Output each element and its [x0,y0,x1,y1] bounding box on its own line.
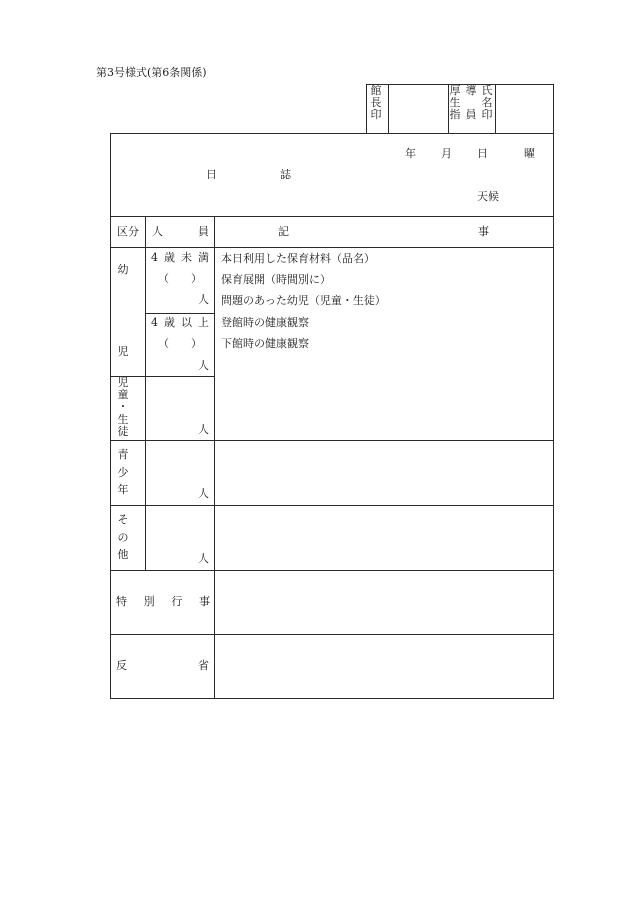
student-category-cell [110,376,146,441]
youth-category-cell [110,440,146,506]
label-char: 別 [143,595,155,608]
staff-seal-label-col-3 [481,85,493,121]
record-item-list [221,248,386,354]
label-char: 満 [198,251,209,264]
special-events-record-cell [214,570,554,635]
record-item-activities: 保育展開（時間別に） [221,273,331,287]
staff-seal-label-col-1 [449,85,461,121]
record-item-issues: 問題のあった幼児（児童・生徒） [221,294,386,308]
youth-category-label [117,449,129,496]
label-char: 歳 [164,251,175,264]
other-category-cell [110,505,146,571]
other-count-cell [145,505,215,571]
label-char: 人 [152,225,163,238]
director-seal-label-cell [366,84,389,134]
label-char: 事 [478,225,489,238]
record-heading [278,226,489,238]
label-char: 省 [198,659,209,672]
label-char: 生 [117,412,129,426]
label-char: 少 [117,465,129,479]
director-seal-label [370,85,382,121]
category-heading: 区分 [117,225,139,238]
label-char: 特 [116,595,127,608]
label-char: 員 [465,108,477,121]
label-char: 行 [171,595,183,608]
label-char: 員 [198,225,209,238]
label-char: 記 [278,225,289,238]
over4-unit: 人 [198,359,209,372]
reflection-label [116,660,209,672]
label-char: 上 [198,316,209,329]
label-char: 館 [370,84,382,97]
label-char: 生 [449,96,461,109]
infant-record-cell [214,247,554,441]
over4-label [151,317,209,329]
special-events-label [116,596,210,608]
label-char: 事 [198,595,210,608]
under4-paren: （ ） [158,272,202,285]
special-events-label-cell [110,570,215,635]
staff-seal-label-cell [448,84,496,134]
year-label: 年 [405,147,416,160]
infant-category-label [117,264,129,358]
label-char: 青 [117,448,129,461]
weather-label: 天候 [477,190,499,203]
label-char: 長 [370,96,382,109]
diary-title [206,169,291,181]
other-record-cell [214,505,554,571]
label-char: 以 [181,316,192,329]
reflection-label-cell [110,634,215,699]
label-char: 徒 [117,424,129,438]
label-char: 4 [151,316,158,329]
label-char: 誌 [280,168,291,181]
label-char: 指 [449,108,461,121]
record-item-departure-health: 下館時の健康観察 [221,336,309,350]
label-char: 4 [151,251,158,264]
label-char: 印 [481,108,493,121]
column-head-record [214,216,554,248]
youth-count-cell [145,440,215,506]
staff-seal-box [495,84,554,134]
form-number-label: 第3号様式(第6条関係) [96,66,207,79]
staff-seal-label-col-2 [465,85,477,121]
director-seal-box [388,84,449,134]
diary-header [110,133,554,217]
column-head-headcount [145,216,215,248]
label-char: 童 [117,388,129,402]
under4-count-cell [145,247,215,314]
label-char: 印 [370,108,382,121]
label-char: 年 [117,483,129,496]
month-label: 月 [441,147,452,160]
under4-unit: 人 [198,293,209,306]
label-char: 名 [481,96,493,109]
label-char: 日 [206,168,217,181]
label-char: 児 [117,376,129,389]
label-char: 厚 [449,84,461,97]
record-item-materials: 本日利用した保育材料（品名） [221,252,375,265]
student-unit: 人 [198,423,209,436]
student-count-cell [145,376,215,441]
under4-label [151,252,209,264]
label-char: 歳 [164,316,175,329]
label-char: 幼 [117,263,129,276]
weekday-label: 曜 [524,147,535,160]
over4-paren: （ ） [158,337,202,350]
student-category-label [117,377,129,438]
over4-count-cell [145,313,215,377]
other-unit: 人 [198,552,209,565]
headcount-heading [152,226,209,238]
label-char: 他 [117,548,129,561]
label-char: そ [117,513,129,526]
label-char: の [117,530,129,544]
youth-unit: 人 [198,487,209,500]
label-char: ・ [117,400,129,414]
label-char: 児 [117,345,129,358]
youth-record-cell [214,440,554,506]
record-item-arrival-health: 登館時の健康観察 [221,315,309,329]
infant-category-cell [110,247,146,377]
other-category-label [117,514,129,561]
label-char: 氏 [481,84,493,97]
label-char: 反 [116,659,127,672]
day-label: 日 [477,147,488,160]
label-char: 導 [465,84,477,97]
label-char: 未 [181,251,192,264]
column-head-category [110,216,146,248]
reflection-record-cell [214,634,554,699]
